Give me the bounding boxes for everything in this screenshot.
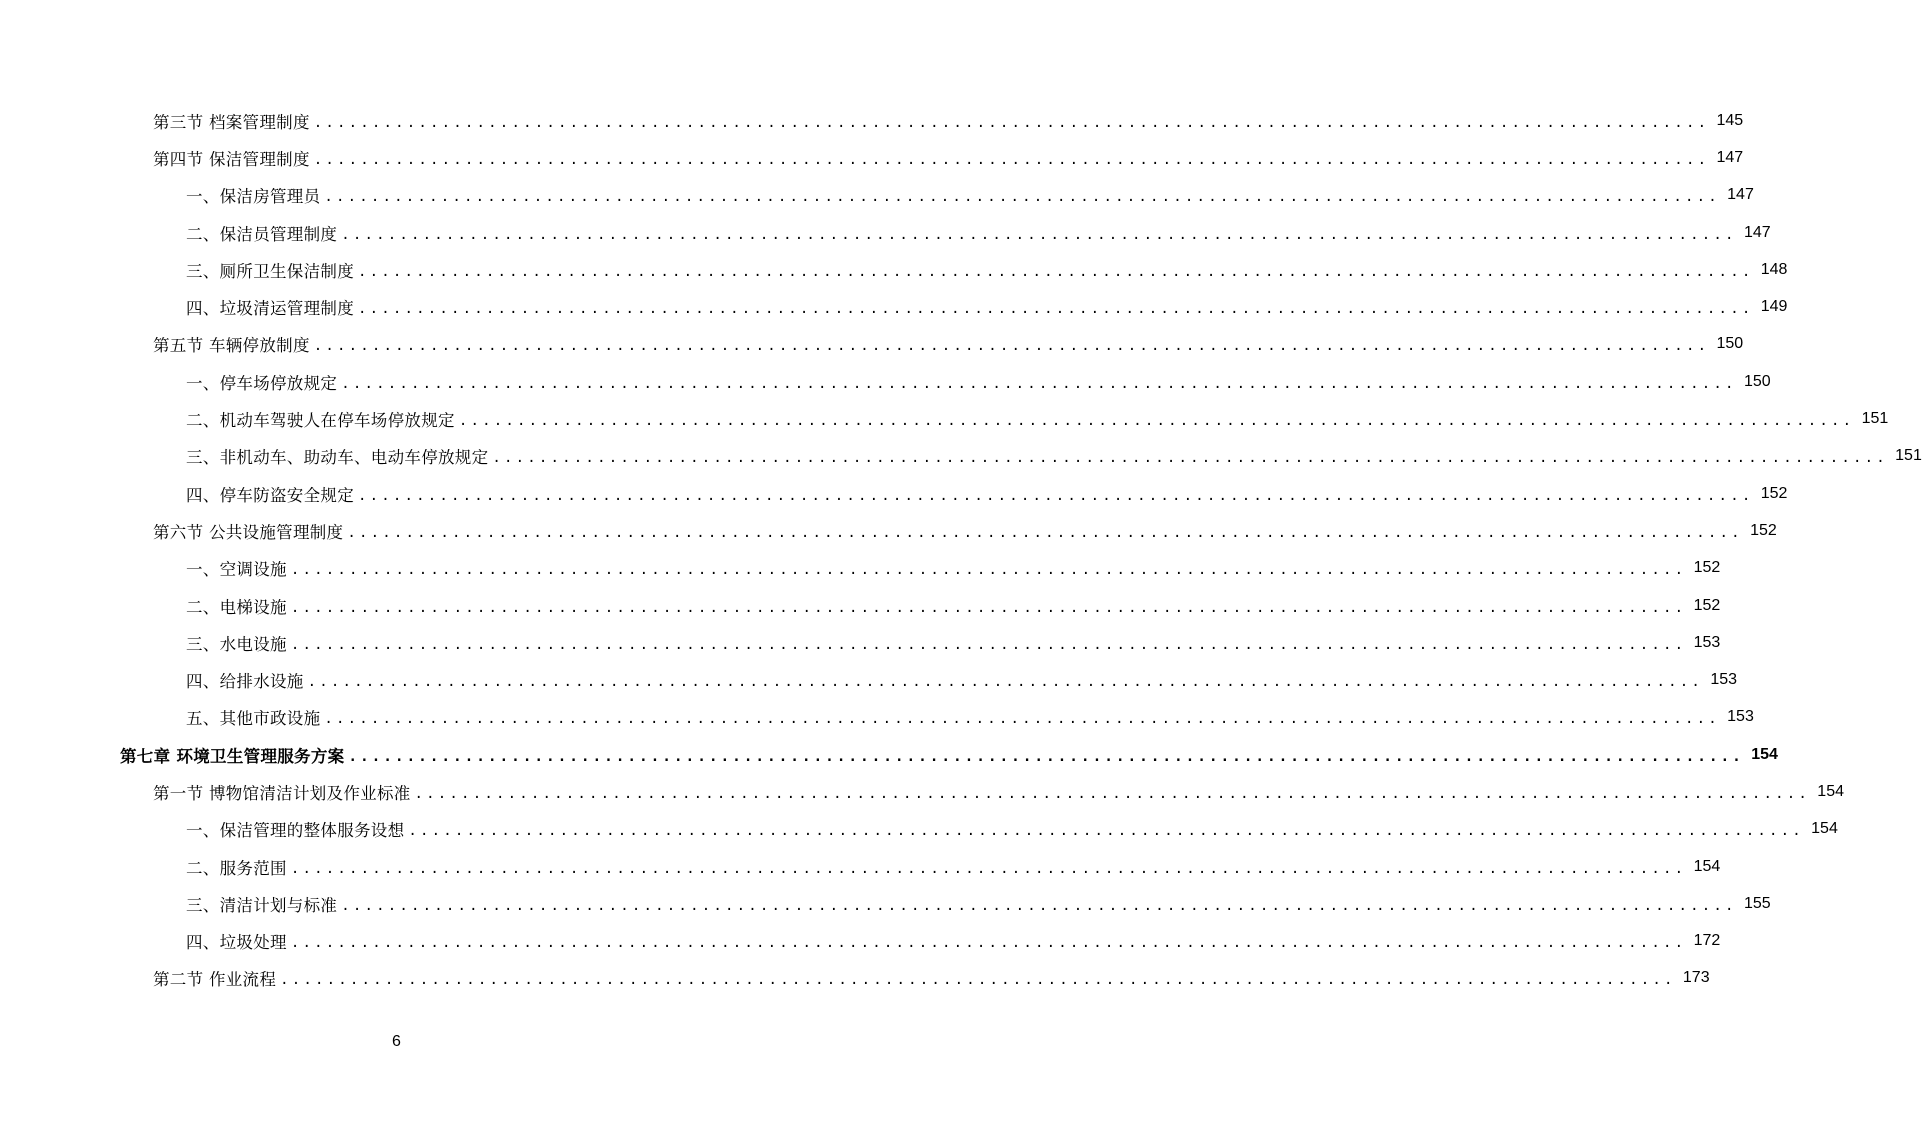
dot-leader: ........................................................................................................................ [290, 599, 1687, 616]
toc-entry-title: 第四节 保洁管理制度 [153, 149, 310, 169]
dot-leader: ........................................................................................................................ [341, 375, 1737, 392]
dot-leader: ........................................................................................................................ [313, 114, 1710, 131]
dot-leader: ........................................................................................................................ [348, 748, 1744, 765]
toc-entry-title: 二、电梯设施 [186, 597, 287, 617]
toc-entry-section[interactable] [0, 960, 1710, 997]
toc-entry-page-number: 173 [1682, 969, 1710, 987]
toc-entry-page-number: 152 [1760, 484, 1788, 502]
toc-entry-page-number: 145 [1716, 111, 1744, 129]
toc-entry-title: 二、机动车驾驶人在停车场停放规定 [186, 411, 455, 431]
table-of-contents [0, 102, 1922, 997]
toc-entry-page-number: 154 [1817, 782, 1844, 800]
dot-leader: ........................................................................................................................ [358, 263, 1754, 280]
toc-entry-section[interactable] [0, 326, 1744, 363]
toc-entry-item[interactable] [0, 624, 1721, 661]
toc-entry-title: 一、空调设施 [186, 560, 287, 580]
toc-entry-page-number: 153 [1693, 633, 1721, 651]
toc-entry-title: 第六节 公共设施管理制度 [153, 522, 344, 542]
dot-leader: ........................................................................................................................ [341, 897, 1737, 914]
toc-entry-page-number: 152 [1693, 596, 1721, 614]
toc-entry-item[interactable] [0, 699, 1754, 736]
toc-entry-title: 一、保洁房管理员 [186, 187, 321, 207]
toc-entry-title: 二、保洁员管理制度 [186, 224, 338, 244]
toc-entry-page-number: 153 [1727, 708, 1754, 726]
toc-entry-item[interactable] [0, 177, 1754, 214]
toc-entry-item[interactable] [0, 438, 1922, 475]
dot-leader: ........................................................................................................................ [313, 151, 1710, 168]
toc-entry-title: 第二节 作业流程 [153, 970, 277, 990]
toc-entry-page-number: 172 [1693, 932, 1721, 950]
toc-entry-page-number: 148 [1760, 260, 1788, 278]
toc-entry-title: 一、停车场停放规定 [186, 373, 338, 393]
dot-leader: ........................................................................................................................ [458, 413, 1855, 430]
toc-entry-page-number: 147 [1743, 223, 1771, 241]
toc-entry-title: 五、其他市政设施 [186, 709, 321, 729]
toc-entry-page-number: 151 [1895, 447, 1922, 465]
dot-leader: ........................................................................................................................ [341, 226, 1737, 243]
toc-entry-title: 第一节 博物馆清洁计划及作业标准 [153, 783, 411, 803]
toc-entry-page-number: 154 [1811, 820, 1838, 838]
toc-entry-title: 二、服务范围 [186, 858, 287, 878]
toc-entry-title: 四、垃圾处理 [186, 933, 287, 953]
toc-entry-page-number: 154 [1693, 857, 1721, 875]
dot-leader: ........................................................................................................................ [280, 972, 1676, 989]
dot-leader: ........................................................................................................................ [313, 338, 1710, 355]
toc-entry-page-number: 150 [1743, 372, 1771, 390]
dot-leader: ........................................................................................................................ [290, 860, 1687, 877]
toc-entry-item[interactable] [0, 550, 1721, 587]
toc-entry-item[interactable] [0, 251, 1788, 288]
toc-entry-page-number: 151 [1861, 410, 1889, 428]
toc-entry-title: 四、垃圾清运管理制度 [186, 299, 354, 319]
dot-leader: ........................................................................................................................ [290, 636, 1687, 653]
toc-entry-item[interactable] [0, 661, 1738, 698]
dot-leader: ........................................................................................................................ [358, 487, 1754, 504]
toc-entry-item[interactable] [0, 848, 1721, 885]
toc-entry-title: 三、水电设施 [186, 634, 287, 654]
toc-entry-chapter[interactable] [0, 736, 1778, 773]
dot-leader: ........................................................................................................................ [324, 189, 1720, 206]
dot-leader: ........................................................................................................................ [290, 562, 1687, 579]
dot-leader: ........................................................................................................................ [290, 935, 1687, 952]
toc-entry-item[interactable] [0, 587, 1721, 624]
toc-entry-page-number: 149 [1760, 298, 1788, 316]
toc-entry-title: 第三节 档案管理制度 [153, 112, 310, 132]
dot-leader: ........................................................................................................................ [408, 823, 1804, 840]
page-number: 6 [392, 1033, 401, 1050]
toc-entry-title: 第七章 环境卫生管理服务方案 [120, 746, 345, 766]
dot-leader: ........................................................................................................................ [492, 450, 1888, 467]
toc-entry-title: 第五节 车辆停放制度 [153, 336, 310, 356]
toc-entry-item[interactable] [0, 363, 1771, 400]
toc-entry-page-number: 152 [1693, 559, 1721, 577]
toc-entry-item[interactable] [0, 885, 1771, 922]
toc-entry-title: 一、保洁管理的整体服务设想 [186, 821, 405, 841]
toc-entry-page-number: 150 [1716, 335, 1744, 353]
dot-leader: ........................................................................................................................ [307, 674, 1704, 691]
dot-leader: ........................................................................................................................ [324, 711, 1720, 728]
dot-leader: ........................................................................................................................ [347, 524, 1743, 541]
toc-entry-title: 三、非机动车、助动车、电动车停放规定 [186, 448, 489, 468]
toc-entry-item[interactable] [0, 214, 1771, 251]
toc-entry-item[interactable] [0, 400, 1889, 437]
toc-entry-section[interactable] [0, 773, 1844, 810]
toc-entry-title: 三、清洁计划与标准 [186, 895, 338, 915]
toc-entry-page-number: 152 [1750, 521, 1777, 539]
toc-entry-item[interactable] [0, 811, 1838, 848]
toc-entry-page-number: 147 [1727, 186, 1754, 204]
toc-entry-page-number: 147 [1716, 148, 1744, 166]
toc-entry-section[interactable] [0, 102, 1744, 139]
dot-leader: ........................................................................................................................ [358, 301, 1754, 318]
toc-entry-title: 四、停车防盗安全规定 [186, 485, 354, 505]
toc-entry-page-number: 154 [1751, 745, 1778, 763]
toc-entry-item[interactable] [0, 475, 1788, 512]
toc-entry-title: 三、厕所卫生保洁制度 [186, 261, 354, 281]
toc-entry-item[interactable] [0, 923, 1721, 960]
toc-entry-section[interactable] [0, 139, 1744, 176]
dot-leader: ........................................................................................................................ [414, 785, 1810, 802]
toc-entry-item[interactable] [0, 288, 1788, 325]
toc-entry-section[interactable] [0, 512, 1777, 549]
toc-entry-title: 四、给排水设施 [186, 672, 304, 692]
toc-entry-page-number: 155 [1743, 894, 1771, 912]
toc-entry-page-number: 153 [1710, 671, 1738, 689]
